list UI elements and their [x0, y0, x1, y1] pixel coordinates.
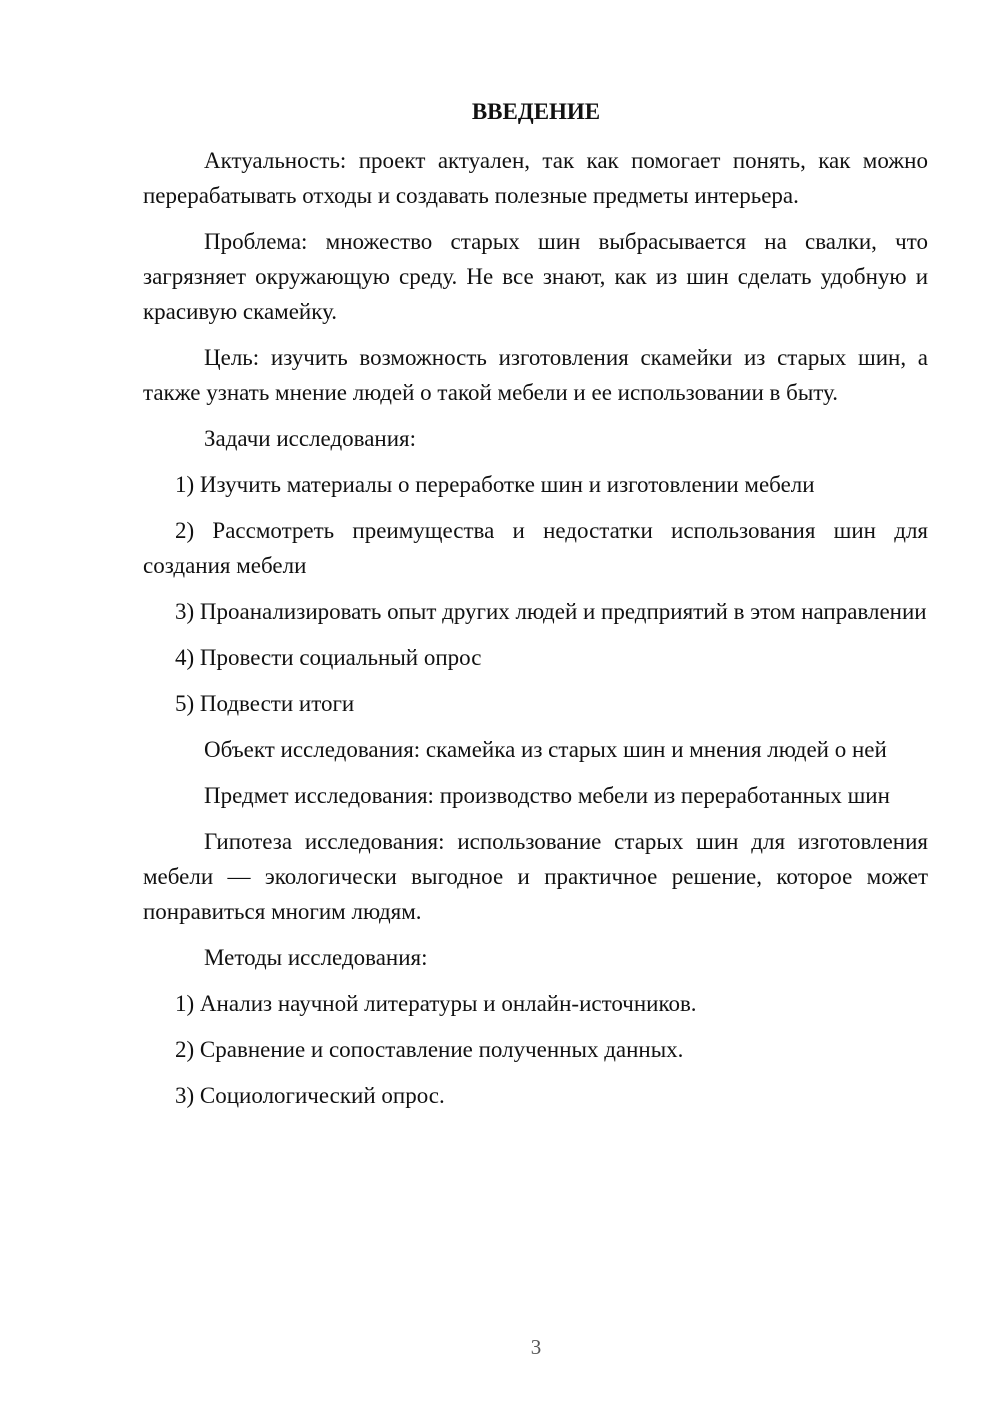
- page-number: 3: [530, 1335, 542, 1359]
- paragraph-goal: Цель: изучить возможность изготовления скамейки из старых шин, а также узнать мнение людей о такой мебели и ее использовании в быту.: [143, 345, 928, 405]
- task-item-4: 4) Провести социальный опрос: [175, 645, 482, 670]
- page-title: ВВЕДЕНИЕ: [471, 99, 601, 124]
- methods-heading: Методы исследования:: [204, 945, 428, 970]
- method-item-3: 3) Социологический опрос.: [175, 1083, 445, 1108]
- task-item-1: 1) Изучить материалы о переработке шин и изготовлении мебели: [175, 472, 815, 497]
- paragraph-problem: Проблема: множество старых шин выбрасывается на свалки, что загрязняет окружающую среду. Не все знают, как из шин сделать удобную и красивую скамейку.: [143, 229, 928, 324]
- task-item-5: 5) Подвести итоги: [175, 691, 355, 716]
- paragraph-hypothesis: Гипотеза исследования: использование старых шин для изготовления мебели — экологически выгодное и практичное решение, которое может понравиться многим людям.: [143, 829, 928, 924]
- method-item-2: 2) Сравнение и сопоставление полученных данных.: [175, 1037, 684, 1062]
- tasks-heading: Задачи исследования:: [204, 426, 417, 451]
- paragraph-object: Объект исследования: скамейка из старых шин и мнения людей о ней: [204, 737, 887, 762]
- task-item-2: 2) Рассмотреть преимущества и недостатки использования шин для создания мебели: [143, 518, 928, 578]
- method-item-1: 1) Анализ научной литературы и онлайн-источников.: [175, 991, 697, 1016]
- paragraph-subject: Предмет исследования: производство мебели из переработанных шин: [204, 783, 890, 808]
- body-text: [143, 143, 928, 1113]
- paragraph-relevance: Актуальность: проект актуален, так как помогает понять, как можно перерабатывать отходы и создавать полезные предметы интерьера.: [143, 148, 928, 208]
- task-item-3: 3) Проанализировать опыт других людей и предприятий в этом направлении: [175, 599, 927, 624]
